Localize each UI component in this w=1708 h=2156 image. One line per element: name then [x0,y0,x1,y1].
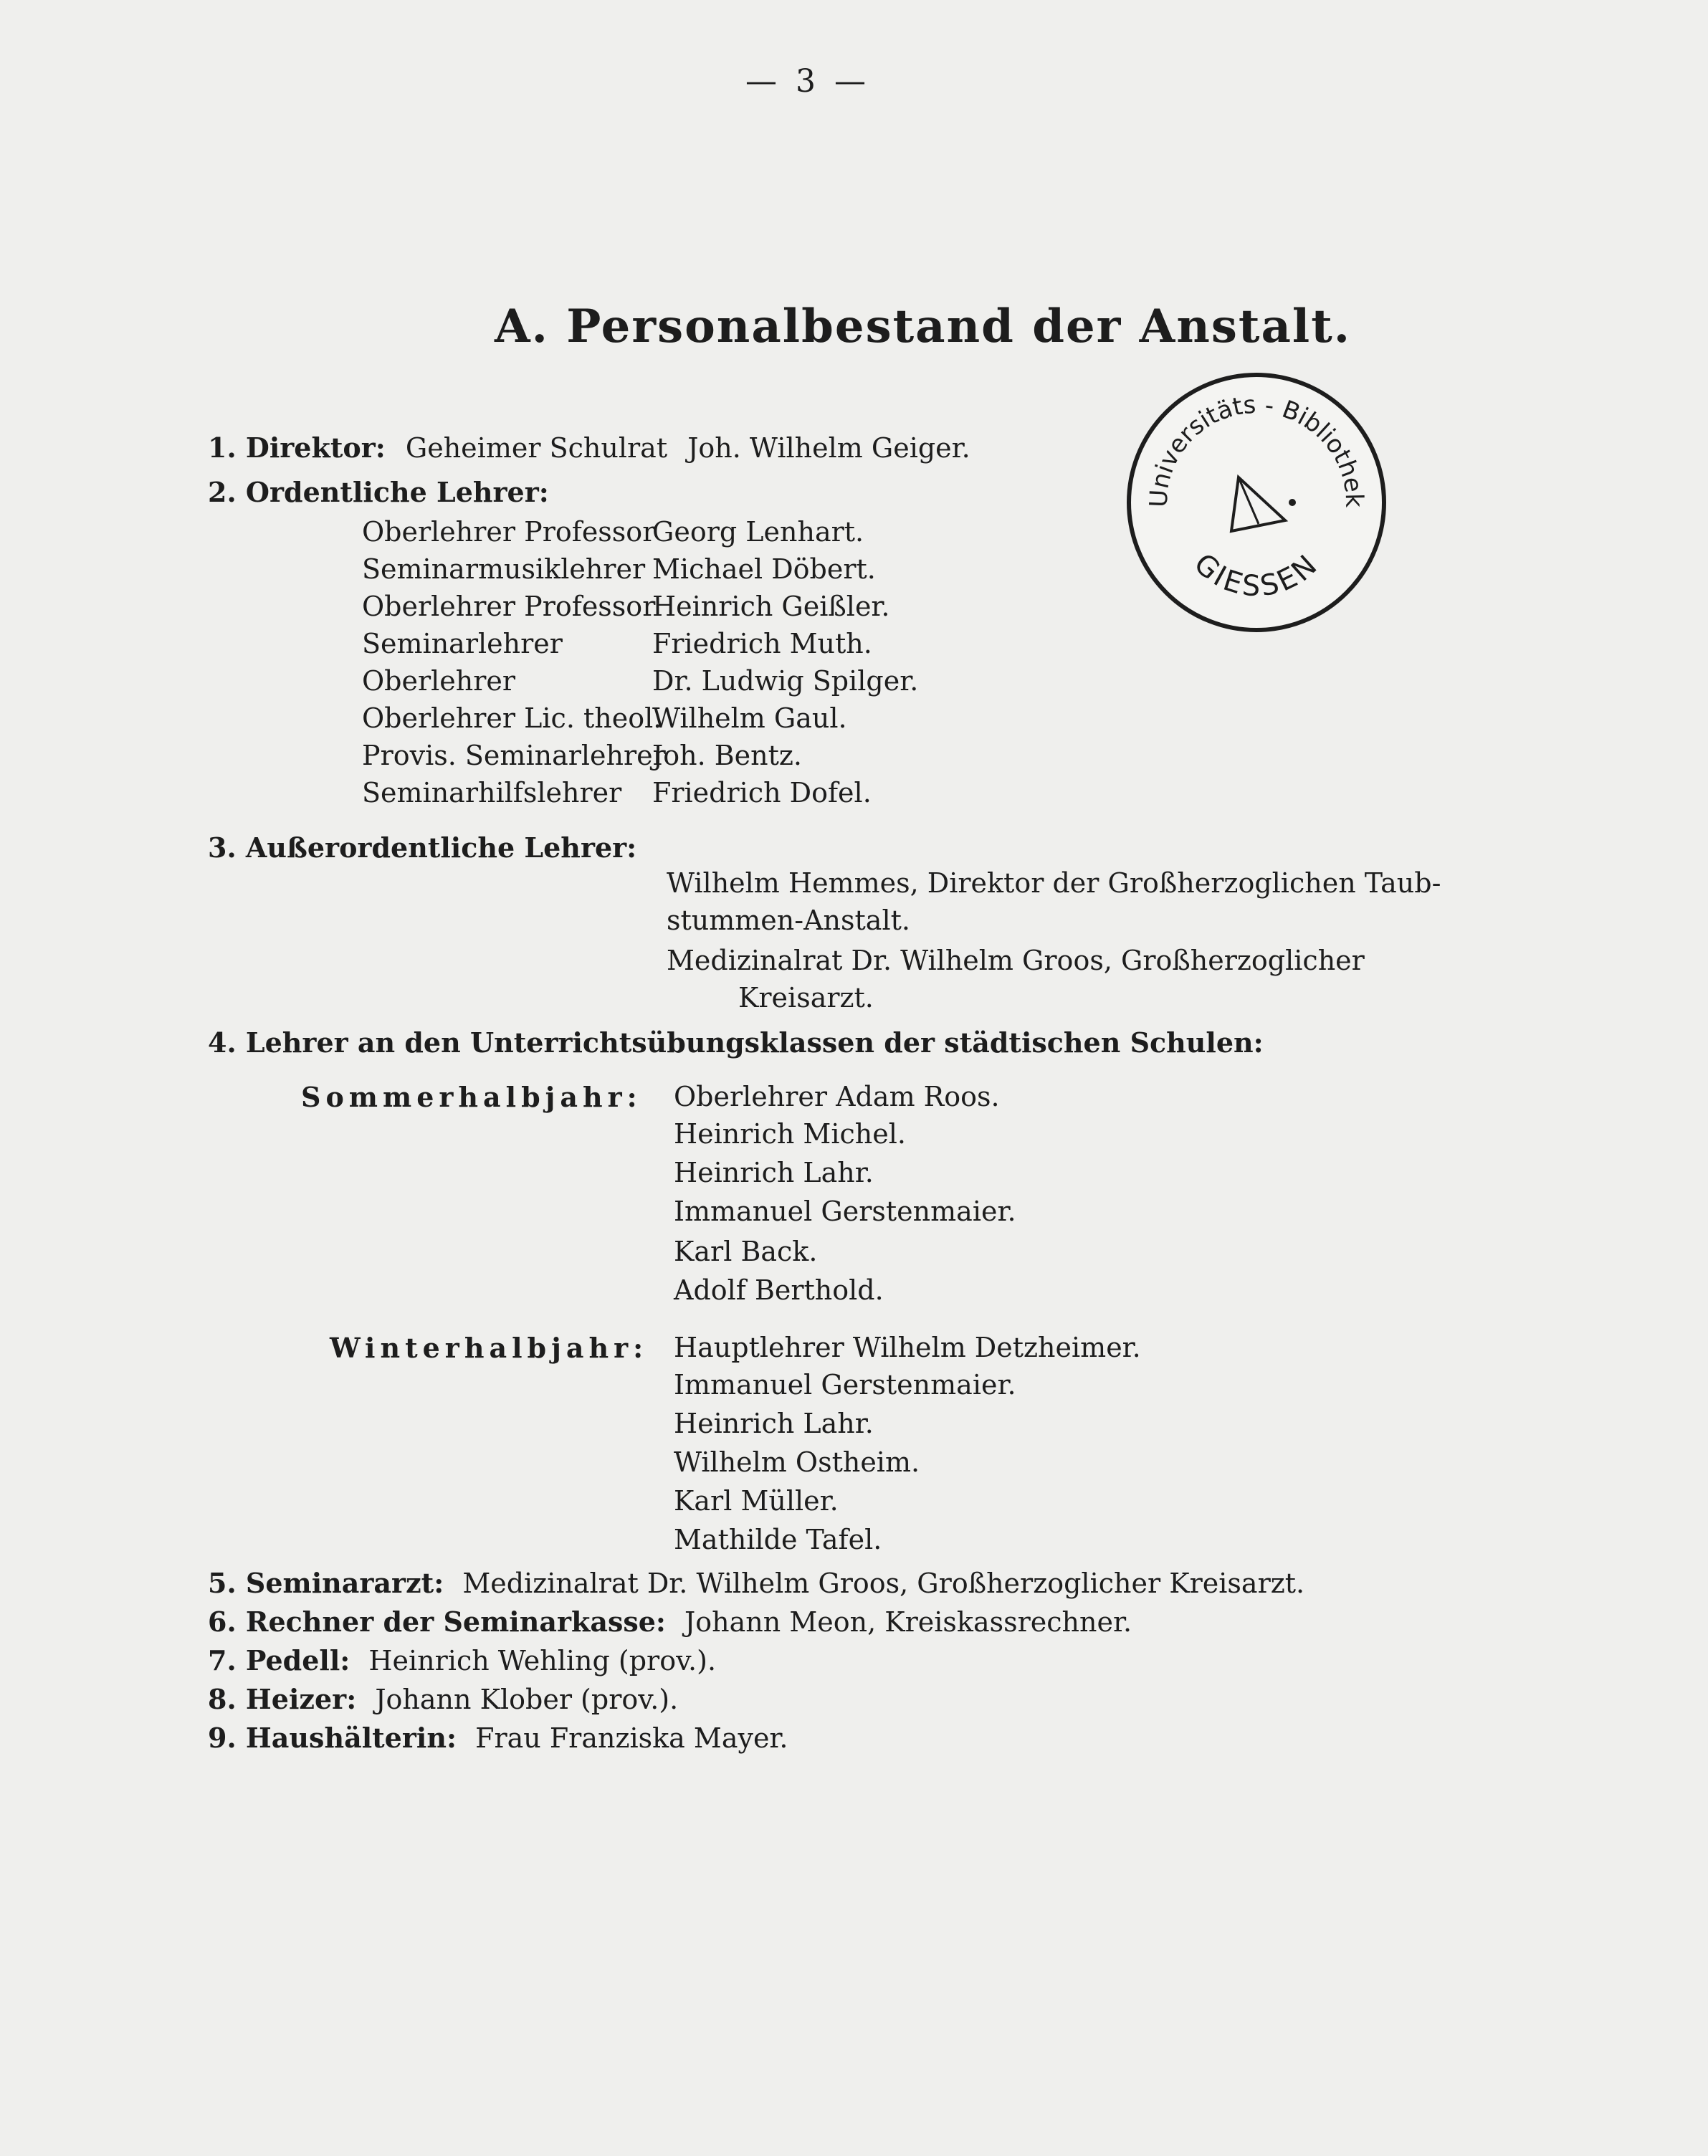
teacher-name: Friedrich Muth. [652,628,872,659]
extra-teacher-line: Kreisarzt. [738,982,874,1013]
winter-teacher: Heinrich Lahr. [674,1408,874,1439]
teacher-name: Joh. Bentz. [652,740,802,771]
item-label: 5. Seminararzt: [208,1567,444,1599]
item-name: Joh. Wilhelm Geiger. [687,432,970,464]
svg-text:Universitäts - Bibliothek: Universitäts - Bibliothek [1144,390,1369,508]
item-label: 9. Haushälterin: [208,1722,457,1754]
teacher-title: Provis. Seminarlehrer [362,740,666,771]
term-label-summer: Sommerhalbjahr: [301,1081,642,1113]
teacher-name: Friedrich Dofel. [652,777,872,808]
summer-teacher: Heinrich Michel. [674,1118,906,1150]
section-label: 4. Lehrer an den Unterrichtsübungsklassen der städtischen Schulen: [208,1026,1264,1059]
summer-teacher: Heinrich Lahr. [674,1157,874,1188]
term-label-winter: Winterhalbjahr: [330,1332,649,1364]
page-number: — 3 — [745,63,870,100]
item-label: 7. Pedell: [208,1644,350,1676]
teacher-title: Seminarmusiklehrer [362,553,646,585]
teacher-name: Dr. Ludwig Spilger. [652,665,919,697]
extra-teacher-line: stummen-Anstalt. [667,905,910,936]
svg-text:GIESSEN: GIESSEN [1187,547,1326,604]
teacher-title: Oberlehrer [362,665,516,697]
teacher-title: Seminarhilfslehrer [362,777,622,808]
item-seminararzt [208,1567,1304,1599]
winter-teacher: Wilhelm Ostheim. [674,1446,920,1478]
teacher-title: Oberlehrer Professor [362,516,656,548]
section-label: 2. Ordentliche Lehrer: [208,476,549,508]
winter-teacher: Mathilde Tafel. [674,1524,882,1555]
teacher-name: Heinrich Geißler. [652,591,890,622]
extra-teacher-line: Wilhelm Hemmes, Direktor der Großherzoglichen Taub- [667,867,1441,899]
teacher-title: Oberlehrer Professor [362,591,656,622]
item-haushaelterin [208,1722,788,1754]
teacher-name: Wilhelm Gaul. [652,702,847,734]
item-pedell [208,1644,716,1676]
item-label: 6. Rechner der Seminarkasse: [208,1606,666,1638]
item-text: Johann Meon, Kreiskassrechner. [684,1606,1132,1638]
summer-teacher: Immanuel Gerstenmaier. [674,1196,1016,1227]
winter-teacher: Karl Müller. [674,1485,839,1517]
winter-teacher: Immanuel Gerstenmaier. [674,1369,1016,1401]
page-title: A. Personalbestand der Anstalt. [495,300,1352,353]
item-text: Johann Klober (prov.). [375,1684,679,1715]
item-label: 1. Direktor: [208,431,386,464]
teacher-title: Oberlehrer Lic. theol. [362,702,662,734]
item-text: Frau Franziska Mayer. [475,1722,788,1754]
section-label: 3. Außerordentliche Lehrer: [208,831,637,864]
item-label: 8. Heizer: [208,1683,357,1715]
summer-teacher: Oberlehrer Adam Roos. [674,1081,1000,1112]
item-title: Geheimer Schulrat [405,432,668,464]
summer-teacher: Karl Back. [674,1236,818,1267]
extra-teacher-line: Medizinalrat Dr. Wilhelm Groos, Großherzoglicher [667,945,1365,976]
teacher-name: Michael Döbert. [652,553,876,585]
teacher-title: Seminarlehrer [362,628,563,659]
library-stamp-icon [1124,370,1389,635]
item-heizer [208,1683,678,1715]
winter-teacher: Hauptlehrer Wilhelm Detzheimer. [674,1332,1141,1363]
item-rechner [208,1606,1132,1638]
item-text: Medizinalrat Dr. Wilhelm Groos, Großherzoglicher Kreisarzt. [462,1568,1305,1599]
teacher-name: Georg Lenhart. [652,516,864,548]
item-text: Heinrich Wehling (prov.). [368,1645,717,1676]
item-direktor [208,431,970,464]
summer-teacher: Adolf Berthold. [674,1274,884,1306]
